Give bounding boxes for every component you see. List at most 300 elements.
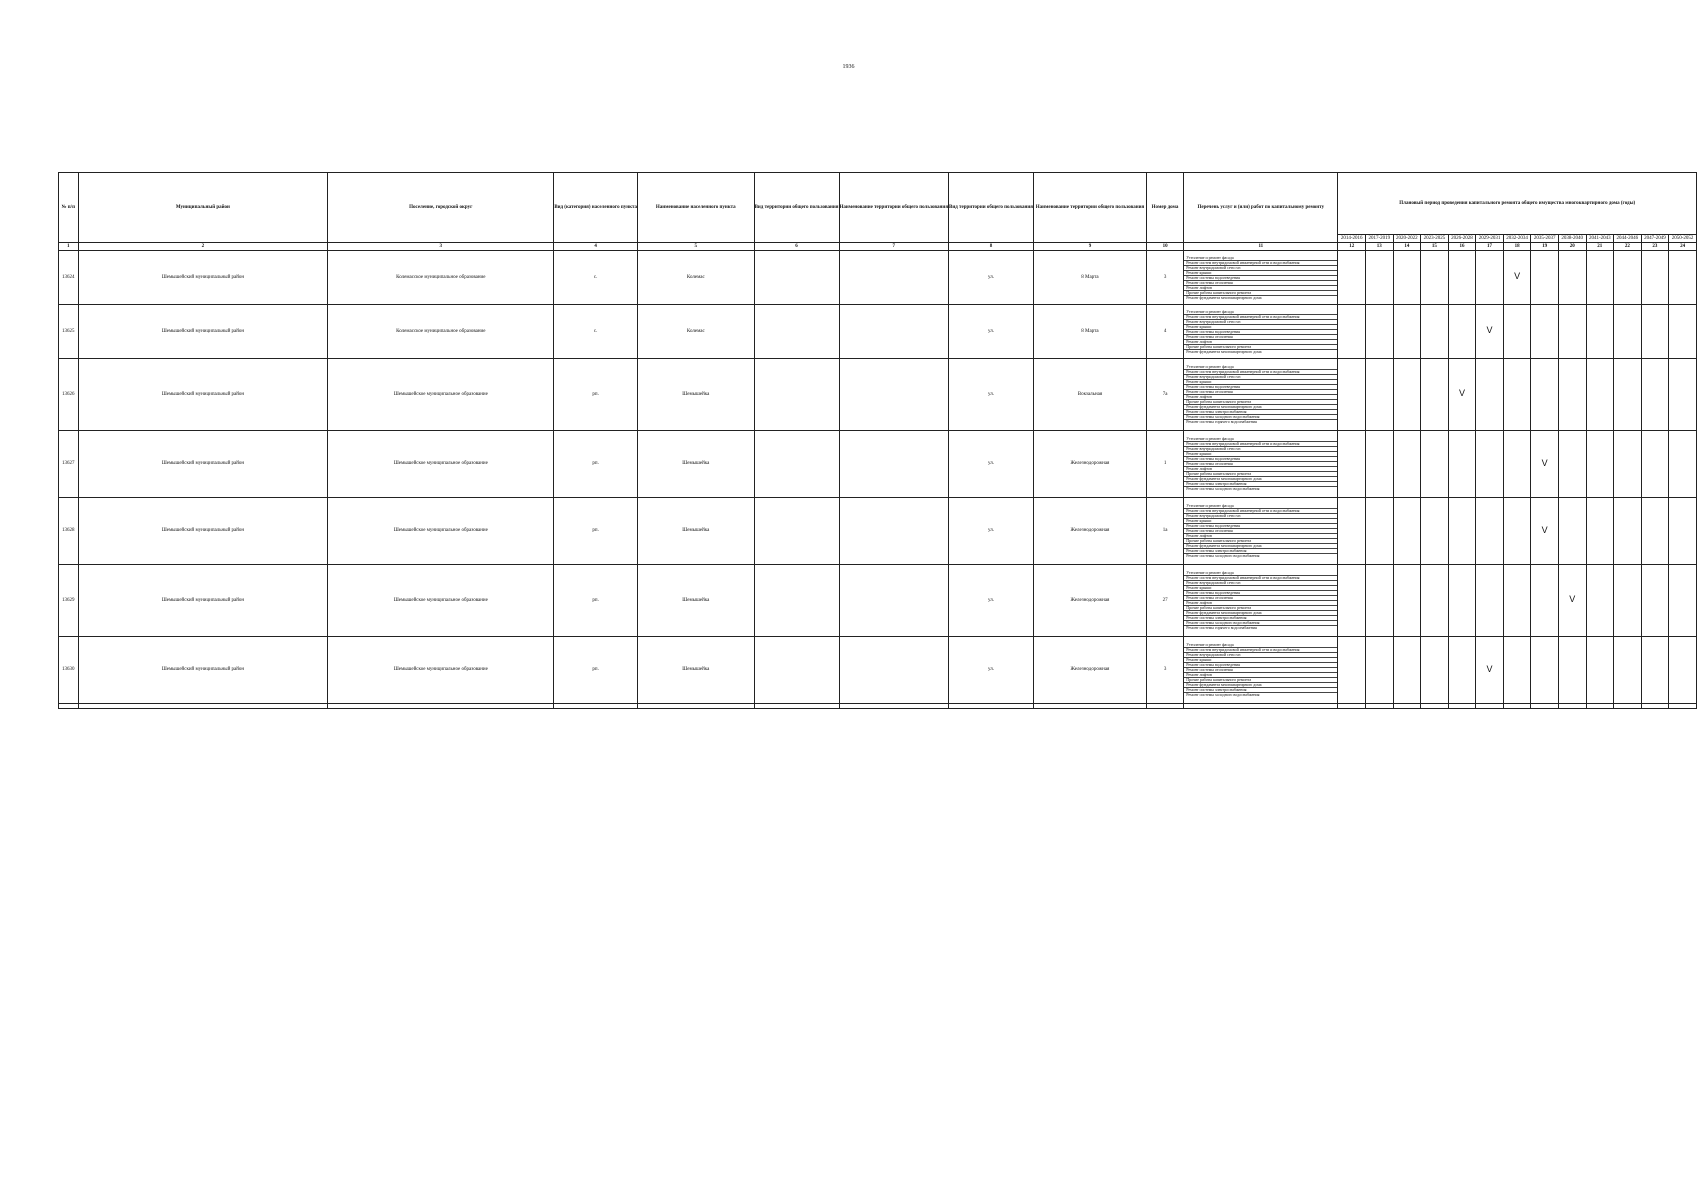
planned-mark: V [1569, 594, 1576, 604]
work-item: Ремонт систем внутридомовой инженерной сети и водоснабжения [1184, 648, 1337, 653]
period-cell [1586, 431, 1614, 498]
work-item: Ремонт лифтов [1184, 673, 1337, 678]
empty-cell [1614, 704, 1642, 709]
cell-settlement: Шемышейское муниципальное образование [328, 498, 554, 565]
work-item: Прочие работы капитального ремонта [1184, 539, 1337, 544]
cell-settlement: Колемасское муниципальное образование [328, 305, 554, 359]
period-header: 2050-2052 [1669, 235, 1697, 243]
period-cell [1669, 565, 1697, 637]
period-cell [1421, 498, 1449, 565]
work-item: Ремонт фундамента многоквартирного дома [1184, 405, 1337, 410]
period-header: 2044-2046 [1614, 235, 1642, 243]
work-item: Утепление и ремонт фасада [1184, 504, 1337, 509]
column-number: 5 [637, 243, 754, 251]
table-row-continued [59, 704, 1697, 709]
cell-house: 7а [1146, 359, 1183, 431]
period-cell [1503, 359, 1531, 431]
period-cell [1366, 637, 1394, 704]
cell-works [1184, 431, 1338, 498]
header-works: Перечень услуг и (или) работ по капитальному ремонту [1184, 173, 1338, 243]
period-cell [1614, 251, 1642, 305]
works-list [1184, 365, 1337, 424]
period-cell [1531, 637, 1559, 704]
period-cell [1614, 359, 1642, 431]
period-cell [1614, 431, 1642, 498]
period-cell [1448, 431, 1476, 498]
period-cell [1421, 431, 1449, 498]
period-cell [1366, 498, 1394, 565]
work-item: Ремонт внутридомовой сети газ [1184, 653, 1337, 658]
work-item: Ремонт системы электроснабжения [1184, 549, 1337, 554]
period-cell [1614, 305, 1642, 359]
cell-territory-name [839, 498, 949, 565]
period-cell [1338, 359, 1366, 431]
empty-cell [554, 704, 638, 709]
cell-house: 4 [1146, 305, 1183, 359]
cell-num: 13627 [59, 431, 79, 498]
work-item: Ремонт фундамента многоквартирного дома [1186, 349, 1262, 354]
header-plan: Плановый период проведения капитального ремонта общего имущества многоквартирного дома (годы) [1338, 173, 1697, 235]
column-number: 4 [554, 243, 638, 251]
work-item: Утепление и ремонт фасада [1184, 437, 1337, 442]
period-cell [1338, 251, 1366, 305]
work-item: Ремонт системы электроснабжения [1184, 688, 1337, 693]
period-cell [1586, 565, 1614, 637]
empty-cell [1033, 704, 1146, 709]
period-cell [1669, 359, 1697, 431]
work-item: Ремонт лифтов [1184, 286, 1337, 291]
work-item: Ремонт системы холодного водоснабжения [1184, 415, 1337, 420]
work-item: Ремонт фундамента многоквартирного дома [1186, 295, 1262, 300]
period-cell [1393, 251, 1421, 305]
cell-settlement-type: с. [554, 251, 638, 305]
cell-territory-type [754, 498, 839, 565]
work-item: Ремонт систем внутридомовой инженерной сети и водоснабжения [1184, 509, 1337, 514]
work-item: Прочие работы капитального ремонта [1184, 400, 1337, 405]
cell-street-type: ул. [949, 305, 1034, 359]
period-cell [1669, 637, 1697, 704]
empty-cell [1338, 704, 1366, 709]
period-cell [1421, 305, 1449, 359]
period-cell [1421, 637, 1449, 704]
cell-settlement-name: Шемышейка [637, 498, 754, 565]
cell-settlement-name: Шемышейка [637, 565, 754, 637]
cell-territory-name [839, 637, 949, 704]
empty-cell [637, 704, 754, 709]
cell-settlement-type: рп. [554, 637, 638, 704]
work-item: Ремонт внутридомовой сети газ [1184, 447, 1337, 452]
cell-street-name: Железнодорожная [1033, 431, 1146, 498]
cell-num: 13630 [59, 637, 79, 704]
work-item: Ремонт внутридомовой сети газ [1184, 581, 1337, 586]
period-cell [1448, 251, 1476, 305]
column-number: 22 [1614, 243, 1642, 251]
work-item: Ремонт системы отопления [1184, 668, 1337, 673]
cell-num: 13626 [59, 359, 79, 431]
work-item: Ремонт систем внутридомовой инженерной сети и водоснабжения [1184, 576, 1337, 581]
cell-settlement-type: рп. [554, 359, 638, 431]
period-cell [1586, 359, 1614, 431]
cell-works [1184, 251, 1338, 305]
column-number-row [59, 243, 1697, 251]
cell-street-name: 8 Марта [1033, 251, 1146, 305]
cell-street-type: ул. [949, 565, 1034, 637]
cell-num: 13624 [59, 251, 79, 305]
cell-settlement: Шемышейское муниципальное образование [328, 637, 554, 704]
work-item: Ремонт системы холодного водоснабжения [1186, 487, 1260, 491]
work-item: Ремонт системы отопления [1184, 529, 1337, 534]
work-item: Ремонт системы водоотведения [1184, 276, 1337, 281]
table-row [59, 359, 1697, 431]
work-item: Ремонт системы водоотведения [1184, 457, 1337, 462]
period-cell [1366, 305, 1394, 359]
empty-cell [328, 704, 554, 709]
period-cell [1393, 565, 1421, 637]
work-item: Утепление и ремонт фасада [1184, 310, 1337, 315]
period-cell [1503, 498, 1531, 565]
period-cell [1558, 637, 1586, 704]
period-cell [1448, 305, 1476, 359]
period-header: 2035-2037 [1531, 235, 1559, 243]
period-cell [1641, 359, 1669, 431]
work-item: Ремонт системы отопления [1184, 281, 1337, 286]
period-cell [1641, 251, 1669, 305]
cell-settlement-name: Шемышейка [637, 637, 754, 704]
empty-cell [1421, 704, 1449, 709]
works-list [1184, 571, 1337, 630]
cell-street-type: ул. [949, 251, 1034, 305]
work-item: Утепление и ремонт фасада [1184, 571, 1337, 576]
cell-settlement: Шемышейское муниципальное образование [328, 565, 554, 637]
period-cell [1503, 565, 1531, 637]
period-cell [1448, 565, 1476, 637]
work-item: Ремонт системы водоотведения [1184, 385, 1337, 390]
period-cell [1614, 498, 1642, 565]
empty-cell [1448, 704, 1476, 709]
period-cell [1669, 498, 1697, 565]
planned-mark: V [1541, 524, 1548, 535]
work-item: Ремонт фундамента многоквартирного дома [1184, 477, 1337, 482]
cell-territory-type [754, 637, 839, 704]
cell-house: 1а [1146, 498, 1183, 565]
work-item: Ремонт лифтов [1184, 340, 1337, 345]
work-item: Ремонт системы горячего водоснабжения [1186, 626, 1257, 630]
work-item: Ремонт внутридомовой сети газ [1184, 514, 1337, 519]
cell-works [1184, 637, 1338, 704]
period-cell [1531, 431, 1559, 498]
planned-mark: V [1541, 457, 1548, 468]
work-item: Ремонт системы холодного водоснабжения [1186, 554, 1260, 558]
cell-street-name: Железнодорожная [1033, 498, 1146, 565]
cell-territory-type [754, 565, 839, 637]
work-item: Ремонт крыши [1184, 325, 1337, 330]
works-list [1184, 256, 1337, 300]
work-item: Ремонт внутридомовой сети газ [1184, 320, 1337, 325]
work-item: Ремонт системы водоотведения [1184, 330, 1337, 335]
period-cell [1614, 565, 1642, 637]
work-item: Ремонт фундамента многоквартирного дома [1184, 683, 1337, 688]
cell-street-type: ул. [949, 431, 1034, 498]
planned-mark: V [1458, 388, 1465, 398]
period-cell [1503, 305, 1531, 359]
column-number: 3 [328, 243, 554, 251]
work-item: Утепление и ремонт фасада [1184, 365, 1337, 370]
period-cell [1421, 565, 1449, 637]
header-settlement: Поселение, городской округ [328, 173, 554, 243]
period-cell [1531, 359, 1559, 431]
header-territory-type: Вид территории общего пользования [754, 173, 839, 243]
works-list [1184, 310, 1337, 354]
work-item: Ремонт систем внутридомовой инженерной сети и водоснабжения [1184, 442, 1337, 447]
period-cell [1503, 431, 1531, 498]
table-row [59, 565, 1697, 637]
period-cell [1448, 498, 1476, 565]
period-cell [1421, 359, 1449, 431]
period-cell [1476, 637, 1504, 704]
work-item: Ремонт системы отопления [1184, 462, 1337, 467]
period-cell [1641, 637, 1669, 704]
column-number: 20 [1558, 243, 1586, 251]
header-street-type: Вид территории общего пользования [949, 173, 1034, 243]
period-cell [1476, 359, 1504, 431]
cell-house: 27 [1146, 565, 1183, 637]
period-cell [1476, 431, 1504, 498]
works-list [1184, 643, 1337, 697]
period-cell [1476, 251, 1504, 305]
period-cell [1641, 431, 1669, 498]
work-item: Прочие работы капитального ремонта [1184, 472, 1337, 477]
period-header: 2041-2043 [1586, 235, 1614, 243]
cell-district: Шемышейский муниципальный район [78, 431, 328, 498]
column-number: 14 [1393, 243, 1421, 251]
header-district: Муниципальный район [78, 173, 328, 243]
period-cell [1641, 498, 1669, 565]
period-cell [1558, 305, 1586, 359]
work-item: Ремонт фундамента многоквартирного дома [1184, 611, 1337, 616]
period-cell [1558, 359, 1586, 431]
cell-num: 13628 [59, 498, 79, 565]
work-item: Ремонт системы горячего водоснабжения [1186, 420, 1257, 424]
cell-settlement-type: с. [554, 305, 638, 359]
cell-territory-type [754, 431, 839, 498]
table-row [59, 251, 1697, 305]
column-number: 21 [1586, 243, 1614, 251]
cell-street-name: Железнодорожная [1033, 565, 1146, 637]
column-number: 2 [78, 243, 328, 251]
work-item: Ремонт крыши [1184, 586, 1337, 591]
work-item: Ремонт системы электроснабжения [1184, 482, 1337, 487]
cell-num: 13625 [59, 305, 79, 359]
period-header: 2026-2028 [1448, 235, 1476, 243]
work-item: Ремонт систем внутридомовой инженерной сети и водоснабжения [1184, 261, 1337, 266]
period-cell [1338, 498, 1366, 565]
period-header: 2023-2025 [1421, 235, 1449, 243]
period-cell [1476, 565, 1504, 637]
period-cell [1338, 637, 1366, 704]
work-item: Прочие работы капитального ремонта [1184, 291, 1337, 296]
period-cell [1669, 305, 1697, 359]
work-item: Утепление и ремонт фасада [1184, 643, 1337, 648]
period-cell [1393, 498, 1421, 565]
work-item: Ремонт системы водоотведения [1184, 663, 1337, 668]
planned-mark: V [1486, 663, 1493, 674]
column-number: 11 [1184, 243, 1338, 251]
period-cell [1338, 305, 1366, 359]
work-item: Ремонт лифтов [1184, 601, 1337, 606]
work-item: Ремонт лифтов [1184, 534, 1337, 539]
empty-cell [78, 704, 328, 709]
work-item: Ремонт системы отопления [1184, 335, 1337, 340]
cell-works [1184, 359, 1338, 431]
column-number: 17 [1476, 243, 1504, 251]
period-cell [1476, 305, 1504, 359]
register-table [58, 172, 1697, 709]
work-item: Ремонт системы холодного водоснабжения [1186, 693, 1260, 697]
work-item: Ремонт системы электроснабжения [1184, 410, 1337, 415]
planned-mark: V [1514, 271, 1521, 281]
period-cell [1531, 498, 1559, 565]
period-cell [1393, 431, 1421, 498]
cell-settlement: Шемышейское муниципальное образование [328, 359, 554, 431]
work-item: Ремонт лифтов [1184, 395, 1337, 400]
column-number: 18 [1503, 243, 1531, 251]
cell-territory-type [754, 359, 839, 431]
work-item: Прочие работы капитального ремонта [1184, 345, 1337, 350]
work-item: Ремонт системы холодного водоснабжения [1184, 621, 1337, 626]
empty-cell [1366, 704, 1394, 709]
cell-district: Шемышейский муниципальный район [78, 498, 328, 565]
cell-settlement: Колемасское муниципальное образование [328, 251, 554, 305]
column-number: 12 [1338, 243, 1366, 251]
column-number: 13 [1366, 243, 1394, 251]
column-number: 15 [1421, 243, 1449, 251]
period-cell [1503, 637, 1531, 704]
cell-territory-type [754, 305, 839, 359]
period-cell [1338, 431, 1366, 498]
cell-territory-name [839, 251, 949, 305]
period-cell [1641, 565, 1669, 637]
period-cell [1366, 431, 1394, 498]
period-cell [1586, 251, 1614, 305]
period-cell [1393, 637, 1421, 704]
table-row [59, 305, 1697, 359]
column-number: 7 [839, 243, 949, 251]
empty-cell [1558, 704, 1586, 709]
cell-settlement-name: Колемас [637, 305, 754, 359]
cell-district: Шемышейский муниципальный район [78, 565, 328, 637]
header-settlement-name: Наименование населенного пункта [637, 173, 754, 243]
period-cell [1558, 251, 1586, 305]
period-cell [1366, 251, 1394, 305]
period-header: 2020-2022 [1393, 235, 1421, 243]
empty-cell [754, 704, 839, 709]
cell-street-type: ул. [949, 498, 1034, 565]
cell-district: Шемышейский муниципальный район [78, 251, 328, 305]
work-item: Утепление и ремонт фасада [1184, 256, 1337, 261]
work-item: Ремонт систем внутридомовой инженерной сети и водоснабжения [1184, 370, 1337, 375]
work-item: Ремонт системы электроснабжения [1184, 616, 1337, 621]
period-header: 2047-2049 [1641, 235, 1669, 243]
work-item: Прочие работы капитального ремонта [1184, 678, 1337, 683]
empty-cell [1503, 704, 1531, 709]
period-cell [1421, 251, 1449, 305]
column-number: 24 [1669, 243, 1697, 251]
empty-cell [1586, 704, 1614, 709]
empty-cell [1476, 704, 1504, 709]
table-row [59, 431, 1697, 498]
period-cell [1531, 251, 1559, 305]
column-number: 1 [59, 243, 79, 251]
works-list [1184, 504, 1337, 558]
period-cell [1338, 565, 1366, 637]
column-number: 19 [1531, 243, 1559, 251]
empty-cell [1641, 704, 1669, 709]
empty-cell [59, 704, 79, 709]
work-item: Ремонт лифтов [1184, 467, 1337, 472]
period-cell [1393, 359, 1421, 431]
empty-cell [1531, 704, 1559, 709]
empty-cell [1393, 704, 1421, 709]
column-number: 8 [949, 243, 1034, 251]
period-cell [1503, 251, 1531, 305]
empty-cell [1146, 704, 1183, 709]
period-header: 2017-2019 [1366, 235, 1394, 243]
cell-territory-name [839, 305, 949, 359]
cell-settlement-name: Шемышейка [637, 359, 754, 431]
period-header: 2014-2016 [1338, 235, 1366, 243]
work-item: Ремонт системы отопления [1184, 596, 1337, 601]
cell-works [1184, 305, 1338, 359]
cell-district: Шемышейский муниципальный район [78, 637, 328, 704]
cell-settlement: Шемышейское муниципальное образование [328, 431, 554, 498]
work-item: Ремонт крыши [1184, 452, 1337, 457]
empty-cell [1669, 704, 1697, 709]
page-number: 1936 [842, 64, 855, 70]
column-number: 23 [1641, 243, 1669, 251]
work-item: Ремонт фундамента многоквартирного дома [1184, 544, 1337, 549]
period-cell [1448, 637, 1476, 704]
work-item: Прочие работы капитального ремонта [1184, 606, 1337, 611]
cell-house: 3 [1146, 251, 1183, 305]
work-item: Ремонт внутридомовой сети газ [1184, 375, 1337, 380]
cell-street-type: ул. [949, 359, 1034, 431]
cell-street-name: Железнодорожная [1033, 637, 1146, 704]
column-number: 10 [1146, 243, 1183, 251]
header-territory-name: Наименование территории общего пользования [839, 173, 949, 243]
period-header: 2038-2040 [1558, 235, 1586, 243]
header-settlement-type: Вид (категория) населенного пункта [554, 173, 638, 243]
cell-settlement-type: рп. [554, 565, 638, 637]
capital-repair-register [58, 172, 1697, 709]
work-item: Ремонт систем внутридомовой инженерной сети и водоснабжения [1184, 315, 1337, 320]
cell-works [1184, 498, 1338, 565]
period-cell [1586, 637, 1614, 704]
work-item: Ремонт системы отопления [1184, 390, 1337, 395]
works-list [1184, 437, 1337, 491]
cell-settlement-name: Шемышейка [637, 431, 754, 498]
cell-territory-name [839, 565, 949, 637]
period-cell [1476, 498, 1504, 565]
period-cell [1558, 498, 1586, 565]
cell-district: Шемышейский муниципальный район [78, 359, 328, 431]
cell-settlement-type: рп. [554, 498, 638, 565]
cell-house: 1 [1146, 431, 1183, 498]
period-cell [1366, 565, 1394, 637]
cell-street-name: 8 Марта [1033, 305, 1146, 359]
work-item: Ремонт крыши [1184, 271, 1337, 276]
column-number: 9 [1033, 243, 1146, 251]
column-number: 16 [1448, 243, 1476, 251]
